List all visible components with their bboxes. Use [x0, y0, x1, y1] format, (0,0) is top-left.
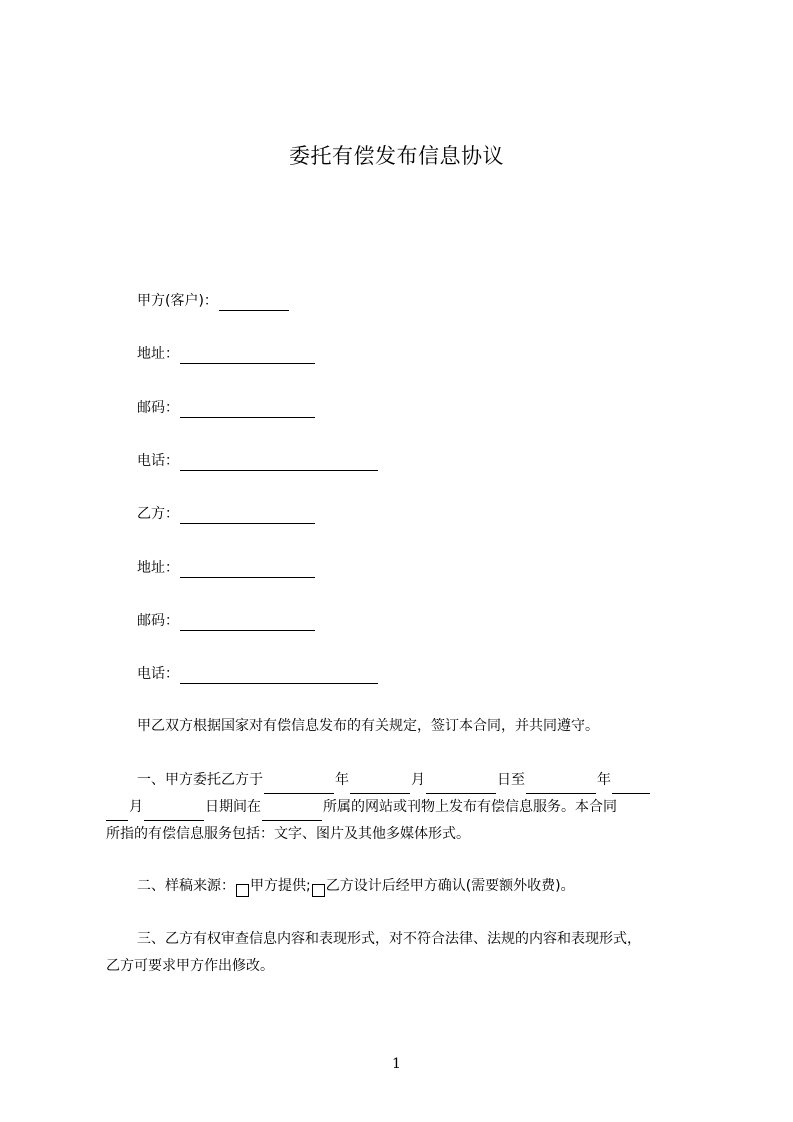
- option-party-a-checkbox[interactable]: [236, 884, 249, 897]
- party-a-address-label: 地址：: [137, 346, 179, 362]
- clause-3-line-1: [106, 926, 698, 953]
- clause-2-line: [137, 873, 575, 900]
- clause-1-line-2: [106, 794, 698, 821]
- page-number: 1: [392, 1056, 401, 1072]
- clause-3-line-2: [106, 953, 698, 980]
- party-b-postcode-field: [137, 611, 315, 631]
- party-b-phone-blank[interactable]: [180, 668, 378, 684]
- end-year-label: 年: [597, 772, 611, 788]
- clause-1: [106, 767, 698, 848]
- period-at-label: 日期间在: [205, 799, 261, 815]
- intro-text: 甲乙双方根据国家对有偿信息发布的有关规定，签订本合同，并共同遵守。: [137, 718, 599, 734]
- day-to-label: 日至: [497, 772, 525, 788]
- end-month-label: 月: [129, 799, 143, 815]
- clause-1-lead: 一、甲方委托乙方于: [137, 772, 263, 788]
- party-b-name-field: [137, 504, 315, 524]
- option-party-b-checkbox[interactable]: [312, 884, 325, 897]
- party-b-phone-label: 电话：: [137, 666, 179, 682]
- clause-3: [106, 926, 698, 980]
- clause-1-line-2-rest: 所属的网站或刊物上发布有偿信息服务。本合同: [323, 799, 617, 815]
- party-a-postcode-blank[interactable]: [180, 402, 315, 418]
- party-b-postcode-label: 邮码：: [137, 613, 179, 629]
- party-b-address-label: 地址：: [137, 560, 179, 576]
- party-a-address-field: [137, 344, 315, 364]
- option-party-a-label: 甲方提供;: [250, 878, 311, 894]
- intro-paragraph: [137, 713, 599, 740]
- start-month-label: 月: [411, 772, 425, 788]
- party-a-phone-field: [137, 451, 378, 471]
- start-year-blank[interactable]: [264, 777, 334, 794]
- party-b-name-blank[interactable]: [180, 508, 315, 524]
- party-a-postcode-label: 邮码：: [137, 400, 179, 416]
- party-b-address-blank[interactable]: [180, 562, 315, 578]
- clause-3-line-2-text: 乙方可要求甲方作出修改。: [106, 958, 274, 974]
- party-b-address-field: [137, 558, 315, 578]
- venue-blank[interactable]: [262, 804, 322, 821]
- clause-2-lead: 二、样稿来源：: [137, 878, 235, 894]
- party-b-postcode-blank[interactable]: [180, 615, 315, 631]
- party-a-name-field: [137, 291, 289, 311]
- clause-3-line-1-text: 三、乙方有权审查信息内容和表现形式，对不符合法律、法规的内容和表现形式，: [137, 931, 641, 947]
- clause-1-line-3-text: 所指的有偿信息服务包括：文字、图片及其他多媒体形式。: [106, 826, 470, 842]
- start-year-label: 年: [335, 772, 349, 788]
- party-a-phone-label: 电话：: [137, 453, 179, 469]
- end-month-blank-part-1[interactable]: [612, 777, 650, 794]
- party-a-address-blank[interactable]: [180, 348, 315, 364]
- party-a-name-label: 甲方(客户)：: [137, 293, 218, 309]
- party-a-phone-blank[interactable]: [180, 455, 378, 471]
- clause-1-line-1: [106, 767, 698, 794]
- document-title: 委托有偿发布信息协议: [289, 144, 504, 168]
- party-b-phone-field: [137, 664, 378, 684]
- start-month-blank[interactable]: [350, 777, 410, 794]
- clause-1-line-3: [106, 821, 698, 848]
- end-day-blank[interactable]: [144, 804, 204, 821]
- clause-2: [137, 873, 575, 900]
- option-party-b-label: 乙方设计后经甲方确认(需要额外收费)。: [325, 878, 575, 894]
- party-a-postcode-field: [137, 398, 315, 418]
- party-a-name-blank[interactable]: [219, 295, 289, 311]
- end-year-blank[interactable]: [526, 777, 596, 794]
- start-day-blank[interactable]: [426, 777, 496, 794]
- party-b-name-label: 乙方：: [137, 506, 179, 522]
- end-month-blank-part-2[interactable]: [106, 804, 128, 821]
